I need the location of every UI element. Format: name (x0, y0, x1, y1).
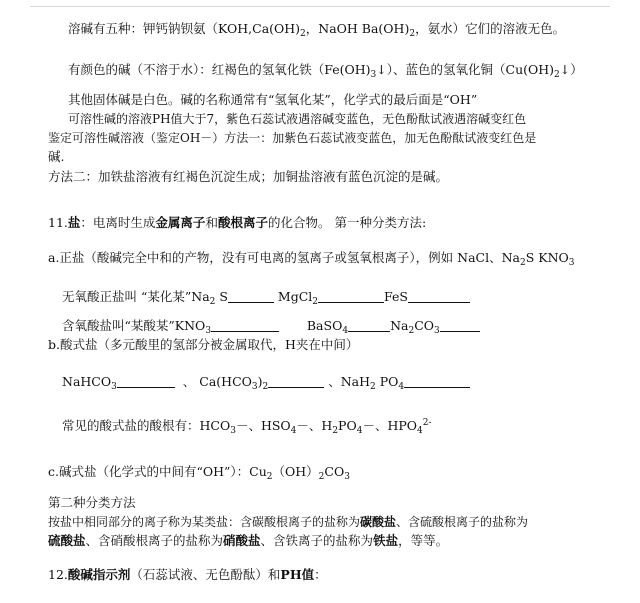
text: 、含硫酸根离子的盐称为 (396, 515, 529, 529)
subscript: 2 (300, 29, 306, 39)
text: ，氨水）它们的溶液无色。 (415, 21, 566, 36)
subscript: 2 (554, 70, 560, 80)
text: ：电离时生成 (80, 215, 156, 230)
text: S (215, 289, 228, 304)
text-line-ph: 可溶性碱的溶液PH值大于7，紫色石蕊试液遇溶碱变蓝色，无色酚酞试液遇溶碱变红色 (68, 112, 527, 126)
blank-line (440, 319, 480, 332)
bold-term: 碳酸盐 (360, 515, 397, 529)
bold-term: 铁盐 (373, 533, 399, 548)
text: S KNO (525, 250, 569, 265)
text: 含氧酸盐叫“某酸某”KNO (62, 318, 206, 333)
blank-line (117, 375, 175, 388)
subscript: 2 (262, 382, 269, 392)
text: 、NaH (328, 374, 371, 389)
text-line-method-one: 鉴定可溶性碱溶液（鉴定OH－）方法一：加紫色石蕊试液变蓝色，加无色酚酞试液变红色是 (48, 131, 537, 145)
text: 、含硝酸根离子的盐称为 (85, 533, 224, 548)
text: 无氧酸正盐叫 “某化某”Na (62, 289, 210, 304)
subscript: 3 (111, 382, 117, 392)
text: 按盐中相同部分的离子称为某类盐：含碳酸根离子的盐称为 (48, 515, 361, 529)
text: ： (314, 567, 327, 582)
top-rule (30, 6, 610, 7)
subscript: 3 (230, 426, 236, 436)
section-number: 11. (48, 215, 68, 230)
subscript: 4 (290, 426, 297, 436)
text: －、HPO (362, 418, 418, 433)
text: PO (338, 418, 357, 433)
text: 常见的酸式盐的酸根有：HCO (62, 418, 231, 433)
text-line-second-method: 第二种分类方法 (48, 495, 136, 510)
blank-line (318, 290, 384, 303)
text: ↓）、蓝色的氢氧化铜（Cu(OH) (376, 62, 555, 77)
text: FeS (384, 289, 408, 304)
text: Na (390, 318, 409, 333)
text: （石蕊试液、无色酚酞）和 (130, 567, 281, 582)
text: ，等等。 (398, 533, 449, 548)
bold-term: 金属离子 (155, 215, 206, 230)
section-12-heading (48, 566, 327, 584)
subscript: 2 (318, 472, 325, 482)
text: ，NaOH Ba(OH) (305, 21, 410, 36)
blank-line (348, 319, 390, 332)
subscript: 4 (356, 426, 363, 436)
text: MgCl (277, 289, 313, 304)
text-line-method-two: 方法二：加铁盐溶液有红褐色沉淀生成；加铜盐溶液有蓝色沉淀的是碱。 (48, 169, 449, 184)
text-line-basic-salt (48, 463, 350, 486)
text: CO (324, 464, 345, 479)
text: －、H (296, 418, 333, 433)
blank-line (211, 319, 279, 332)
text-line-acid-radicals (62, 414, 432, 440)
subscript: 4 (342, 326, 349, 336)
text-line-other-bases: 其他固体碱是白色。碱的名称通常有“氢氧化某”，化学式的最后面是“OH” (68, 92, 478, 107)
text-line-acid-salt: b.酸式盐（多元酸里的氢部分被金属取代，H夹在中间） (48, 337, 359, 352)
subscript: 2 (409, 29, 416, 39)
text-line-soluble-bases (68, 20, 565, 43)
bold-term: PH值 (280, 567, 315, 582)
blank-line (268, 375, 324, 388)
text: 、含铁离子的盐称为 (260, 533, 374, 548)
bold-term: 酸碱指示剂 (67, 567, 131, 582)
subscript: 3 (434, 326, 440, 336)
text: c.碱式盐（化学式的中间有“OH”）：Cu (48, 464, 267, 479)
text: －、HSO (235, 418, 291, 433)
text: 溶碱有五种：钾钙钠钡氨（KOH,Ca(OH) (68, 21, 301, 36)
text: ) (257, 374, 263, 389)
section-number: 12. (48, 567, 68, 582)
subscript: 2 (266, 472, 273, 482)
text-line-classification-cont (48, 532, 448, 550)
text-line-colored-bases (68, 61, 583, 84)
subscript: 2 (408, 326, 415, 336)
subscript: 2 (312, 297, 319, 307)
blank-line (228, 290, 274, 303)
subscript: 4 (417, 426, 423, 436)
subscript: 3 (205, 326, 212, 336)
text-line-base-end: 碱. (48, 149, 65, 164)
text: 、 Ca(HCO (182, 374, 252, 389)
superscript: 2- (422, 418, 432, 428)
text: 的化合物。 第一种分类方法: (267, 215, 427, 230)
subscript: 3 (251, 382, 258, 392)
text: 有颜色的碱（不溶于水）：红褐色的氢氧化铁（Fe(OH) (68, 62, 371, 77)
text-line-oxygen-free-salt (62, 288, 470, 311)
bold-term: 硝酸盐 (223, 533, 261, 548)
subscript: 4 (398, 382, 405, 392)
subscript: 2 (209, 297, 216, 307)
subscript: 3 (344, 472, 350, 482)
blank-line (408, 290, 470, 303)
text-line-classification (48, 513, 528, 531)
text-line-acid-salt-examples (62, 373, 470, 396)
text: BaSO (306, 318, 343, 333)
bold-term: 盐 (67, 215, 81, 230)
text: 和 (205, 215, 218, 230)
text: a.正盐（酸碱完全中和的产物，没有可电离的氢离子或氢氧根离子），例如 NaCl、Na (48, 250, 520, 265)
text: CO (414, 318, 434, 333)
section-11-heading (48, 214, 426, 232)
text: （OH） (272, 464, 319, 479)
subscript: 2 (332, 426, 339, 436)
bold-term: 酸根离子 (217, 215, 268, 230)
bold-term: 硫酸盐 (48, 533, 86, 548)
text: ↓） (559, 62, 583, 77)
subscript: 2 (370, 382, 376, 392)
text: PO (375, 374, 399, 389)
blank-line (404, 375, 470, 388)
subscript: 2 (520, 258, 526, 268)
subscript: 3 (370, 70, 377, 80)
subscript: 3 (568, 258, 575, 268)
text-line-normal-salt (48, 249, 575, 272)
text: NaHCO (62, 374, 112, 389)
